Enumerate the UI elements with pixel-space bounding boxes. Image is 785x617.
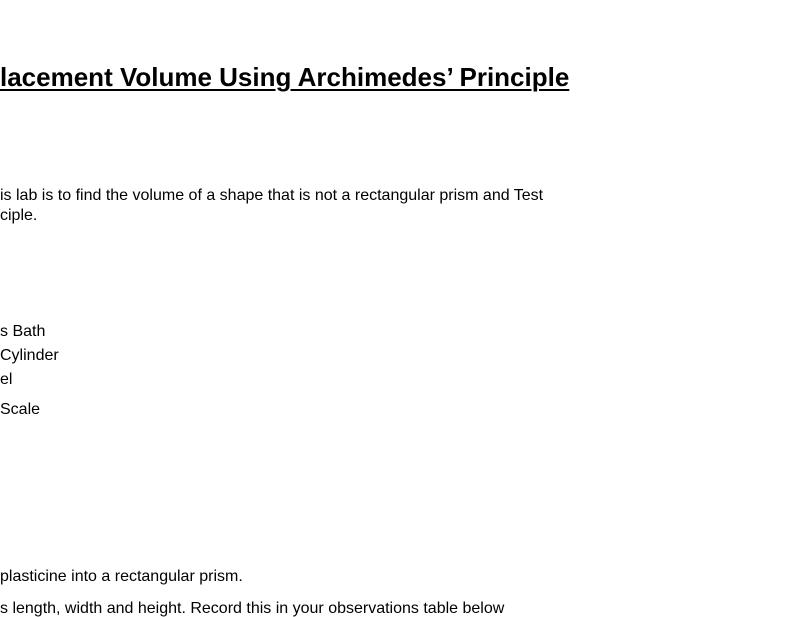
procedure-step: plasticine into a rectangular prism.	[0, 568, 243, 585]
document-title: lacement Volume Using Archimedes’ Principle	[0, 62, 570, 92]
materials-item: s Bath	[0, 323, 46, 340]
purpose-text-line: is lab is to find the volume of a shape that is not a rectangular prism and Test	[0, 187, 544, 204]
materials-item: Scale	[0, 401, 41, 418]
procedure-step: s length, width and height. Record this in your observations table below	[0, 600, 505, 617]
materials-item: Cylinder	[0, 347, 59, 364]
purpose-text-line: ciple.	[0, 207, 38, 224]
materials-item: el	[0, 371, 13, 388]
